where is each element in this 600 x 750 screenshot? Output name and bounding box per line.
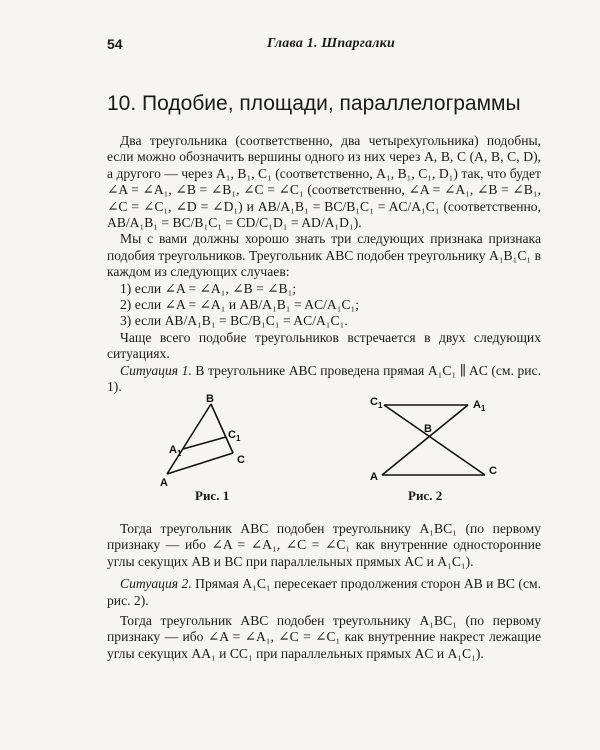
- situations-intro-paragraph: Чаще всего подобие треугольников встречается в двух следующих ситуациях.: [107, 329, 541, 362]
- fig1-label-c: C: [237, 454, 245, 466]
- criteria-item-1: 1) если ∠A = ∠A₁, ∠B = ∠B₁;: [120, 280, 297, 296]
- situation-1-label: Ситуация 1.: [120, 362, 192, 378]
- figure-2: [370, 392, 505, 503]
- fig2-label-c1: $C_1$: [370, 396, 383, 410]
- fig1-label-b: B: [206, 393, 214, 405]
- fig2-label-a1: $A_1$: [473, 399, 486, 413]
- criteria-list: [107, 281, 541, 330]
- fig1-label-c1: $C_1$: [228, 429, 241, 443]
- fig2-label-a: A: [370, 471, 378, 483]
- figure-1: [160, 392, 270, 503]
- criteria-item-2: 2) если ∠A = ∠A₁ и AB/A₁B₁ = AC/A₁C₁;: [120, 297, 360, 313]
- section-title: 10. Подобие, площади, параллелограммы: [107, 92, 521, 115]
- fig2-label-b: B: [424, 423, 432, 435]
- definition-paragraph: Два треугольника (соответственно, два четырехугольника) подобны, если можно обозначить вершины одного из них через A, B, C (A, B, C, D), а другого — через A₁, B₁, C₁ (соответственно, A₁, B₁, C₁, D₁) так, что будет ∠A = ∠A₁, ∠B = ∠B₁, ∠C = ∠C₁ (соответственно, ∠A = ∠A₁, ∠B = ∠B₁, ∠C = ∠C₁, ∠D = ∠D₁) и AB/A₁B₁ = BC/B₁C₁ = AC/A₁C₁ (соответственно, AB/A₁B₁ = BC/B₁C₁ = CD/C₁D₁ = AD/A₁D₁).: [107, 133, 541, 231]
- page-header: [107, 36, 547, 56]
- body-bottom: [107, 521, 541, 662]
- criteria-intro-paragraph: Мы с вами должны хорошо знать три следующих признака признака подобия треугольников. Треугольник ABC подобен треугольнику A₁B₁C₁ в каждом из следующих случаев:: [107, 231, 541, 280]
- figure-1-drawing: [160, 392, 270, 487]
- situation-2-conclusion: Тогда треугольник ABC подобен треугольнику A₁BC₁ (по первому признаку — ибо ∠A = ∠A₁, ∠C = ∠C₁ как внутренние накрест лежащие углы секущих AA₁ и CC₁ при параллельных прямых AC и A₁C₁).: [107, 613, 541, 661]
- situation-1-text: В треугольнике ABC проведена прямая A₁C₁ ∥ AC (см. рис. 1).: [107, 362, 541, 395]
- running-title: Глава 1. Шпаргалки: [267, 36, 395, 51]
- fig2-line-c1c: [384, 405, 485, 475]
- fig2-line-a1a: [382, 405, 468, 475]
- figure-2-caption: Рис. 2: [408, 488, 443, 503]
- situation-2-label: Ситуация 2.: [120, 576, 192, 592]
- fig2-label-c: C: [489, 465, 497, 477]
- situation-2-text: Прямая A₁C₁ пересекает продолжения сторон AB и BC (см. рис. 2).: [107, 576, 541, 608]
- figures: [160, 392, 520, 507]
- situation-1-conclusion: Тогда треугольник ABC подобен треугольнику A₁BC₁ (по первому признаку — ибо ∠A = ∠A₁, ∠C = ∠C₁ как внутренние односторонние углы секущих AB и BC при параллельных прямых AC и A₁C₁).: [107, 521, 541, 569]
- figure-1-caption: Рис. 1: [195, 488, 230, 503]
- criteria-item-3: 3) если AB/A₁B₁ = BC/B₁C₁ = AC/A₁C₁.: [120, 313, 348, 329]
- page-number: 54: [107, 36, 123, 52]
- situation-1-paragraph: [107, 363, 541, 396]
- figure-2-drawing: [370, 392, 505, 487]
- situation-2-paragraph: [107, 576, 541, 609]
- fig1-label-a1: $A_1$: [169, 444, 182, 458]
- fig1-side-ab: [167, 404, 211, 474]
- fig1-label-a: A: [160, 477, 168, 487]
- body-top: [107, 133, 541, 396]
